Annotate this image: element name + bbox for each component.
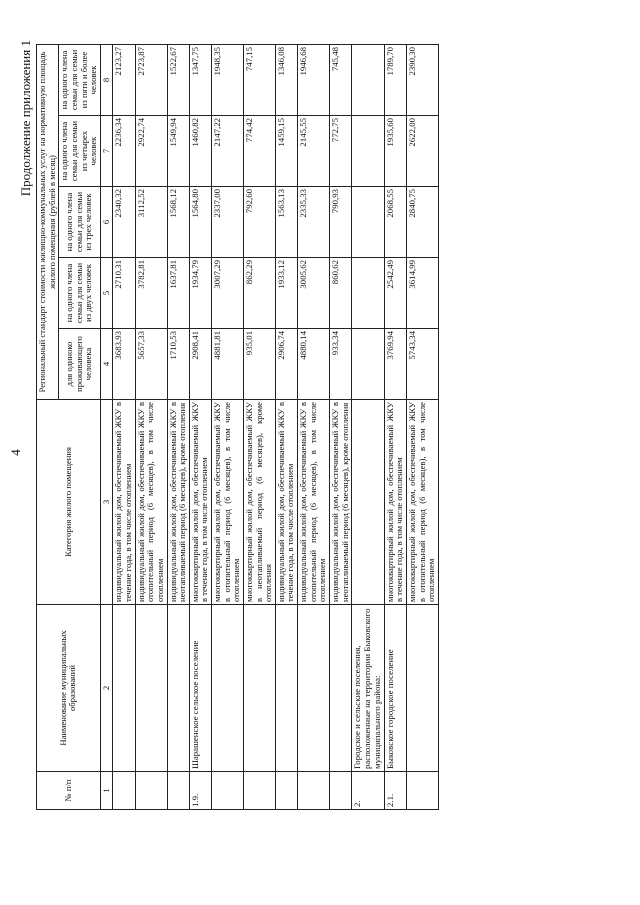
cost-value: 2337,00 (212, 187, 244, 258)
row-number (329, 772, 351, 810)
cost-value: 5657,33 (135, 329, 167, 400)
cost-value: 2542,49 (384, 258, 406, 329)
municipality-name (243, 605, 275, 772)
row-number: 2.1. (384, 772, 406, 810)
header-municipality: Наименование муниципальных образований (37, 605, 101, 772)
cost-value: 4880,14 (298, 329, 330, 400)
cost-value: 2147,22 (212, 116, 244, 187)
cost-value: 2390,30 (406, 44, 438, 115)
cost-value: 3007,29 (212, 258, 244, 329)
header-family-4: на одного члена семьи для семьи из четырех человек (59, 116, 101, 187)
cost-value: 1522,67 (167, 44, 189, 115)
column-number: 3 (100, 400, 113, 605)
cost-value: 933,34 (329, 329, 351, 400)
column-number-row (100, 44, 113, 809)
housing-category: многоквартирный жилой дом, обеспечиваемый ЖКУ в течение года, в том числе отоплением (189, 400, 211, 605)
column-number: 1 (100, 772, 113, 810)
table-row (384, 44, 406, 809)
municipality-name (275, 605, 297, 772)
cost-value: 1935,60 (384, 116, 406, 187)
municipality-name: Городское и сельские поселения, расположенные на территории Быковского муниципального района: (352, 605, 385, 772)
cost-value: 1549,94 (167, 116, 189, 187)
cost-value: 5743,34 (406, 329, 438, 400)
municipality-name (167, 605, 189, 772)
row-number (113, 772, 135, 810)
cost-value: 3782,81 (135, 258, 167, 329)
table-row (406, 44, 438, 809)
cost-value: 1934,79 (189, 258, 211, 329)
cost-value: 1637,81 (167, 258, 189, 329)
column-number: 6 (100, 187, 113, 258)
row-number (406, 772, 438, 810)
header-num: № п/п (37, 772, 101, 810)
table-row (298, 44, 330, 809)
table-row (189, 44, 211, 809)
cost-value: 2335,33 (298, 187, 330, 258)
table-row (352, 44, 385, 809)
cost-value: 792,60 (243, 187, 275, 258)
cost-value: 1948,35 (212, 44, 244, 115)
cost-value: 745,48 (329, 44, 351, 115)
housing-category: индивидуальный жилой дом, обеспечиваемый ЖКУ в течение года, в том числе отоплением (113, 400, 135, 605)
column-number: 4 (100, 329, 113, 400)
page-number: 4 (8, 449, 23, 456)
cost-value: 1564,80 (189, 187, 211, 258)
header-family-3: на одного члена семьи для семьи из трех человек (59, 187, 101, 258)
table-row (167, 44, 189, 809)
housing-category: индивидуальный жилой дом, обеспечиваемый ЖКУ в неотапливаемый период (6 месяцев), кроме отопления (329, 400, 351, 605)
row-number (298, 772, 330, 810)
cost-value: 747,15 (243, 44, 275, 115)
cost-value: 860,62 (329, 258, 351, 329)
housing-category: многоквартирный жилой дом, обеспечиваемый ЖКУ в течение года, в том числе отоплением (384, 400, 406, 605)
table-row (135, 44, 167, 809)
cost-value: 2840,75 (406, 187, 438, 258)
cost-value: 2145,55 (298, 116, 330, 187)
cost-value: 2236,34 (113, 116, 135, 187)
housing-category: индивидуальный жилой дом, обеспечиваемый ЖКУ в отопительный период (6 месяцев), в том числе отоплением (298, 400, 330, 605)
cost-value: 3112,52 (135, 187, 167, 258)
row-number (243, 772, 275, 810)
table-row (275, 44, 297, 809)
cost-value: 2123,27 (113, 44, 135, 115)
table-row (113, 44, 135, 809)
municipality-name (135, 605, 167, 772)
cost-value (352, 116, 385, 187)
cost-value: 2908,41 (189, 329, 211, 400)
cost-value: 2723,87 (135, 44, 167, 115)
cost-value: 1460,82 (189, 116, 211, 187)
cost-value: 3769,94 (384, 329, 406, 400)
municipality-name: Быковское городское поселение (384, 605, 406, 772)
municipality-name: Шарашенское сельское поселение (189, 605, 211, 772)
column-number: 7 (100, 116, 113, 187)
cost-value: 2922,74 (135, 116, 167, 187)
cost-value: 1933,12 (275, 258, 297, 329)
cost-value: 1459,15 (275, 116, 297, 187)
row-number: 1.9. (189, 772, 211, 810)
cost-value (352, 187, 385, 258)
column-number: 8 (100, 44, 113, 115)
cost-value: 1789,70 (384, 44, 406, 115)
housing-category: многоквартирный жилой дом, обеспечиваемый ЖКУ в отопительный период (6 месяцев), в том числе отоплением (212, 400, 244, 605)
cost-value: 1347,75 (189, 44, 211, 115)
cost-value: 862,29 (243, 258, 275, 329)
housing-category: индивидуальный жилой дом, обеспечиваемый ЖКУ в неотапливаемый период (6 месяцев), кроме отопления (167, 400, 189, 605)
continuation-label: Продолжение приложения 1 (18, 40, 33, 197)
cost-value (352, 258, 385, 329)
header-standard: Региональный стандарт стоимости жилищно-коммунальных услуг на нормативную площадь жилого помещения (рублей в месяц) (37, 44, 59, 399)
column-number: 5 (100, 258, 113, 329)
row-number (167, 772, 189, 810)
row-number (275, 772, 297, 810)
cost-value: 935,01 (243, 329, 275, 400)
row-number (212, 772, 244, 810)
housing-category: многоквартирный жилой дом, обеспечиваемый ЖКУ в неотапливаемый период (6 месяцев), кроме отопления (243, 400, 275, 605)
cost-value: 2710,31 (113, 258, 135, 329)
header-family-5: на одного члена семьи для семьи из пяти и более человек (59, 44, 101, 115)
cost-value: 1563,13 (275, 187, 297, 258)
row-number (135, 772, 167, 810)
cost-value: 4881,81 (212, 329, 244, 400)
municipality-name (329, 605, 351, 772)
municipality-name (406, 605, 438, 772)
table-row (212, 44, 244, 809)
header-category: Категория жилого помещения (37, 400, 101, 605)
cost-value (352, 44, 385, 115)
cost-value: 1568,12 (167, 187, 189, 258)
cost-value: 3005,62 (298, 258, 330, 329)
municipality-name (298, 605, 330, 772)
cost-value: 772,75 (329, 116, 351, 187)
housing-category (352, 400, 385, 605)
cost-value: 1710,53 (167, 329, 189, 400)
housing-category: многоквартирный жилой дом, обеспечиваемый ЖКУ в отопительный период (6 месяцев), в том числе отоплением (406, 400, 438, 605)
header-family-2: на одного члена семьи для семьи из двух человек (59, 258, 101, 329)
cost-value: 3683,93 (113, 329, 135, 400)
housing-category: индивидуальный жилой дом, обеспечиваемый ЖКУ в течение года, в том числе отоплением (275, 400, 297, 605)
municipality-name (113, 605, 135, 772)
cost-value: 3614,99 (406, 258, 438, 329)
cost-value: 790,93 (329, 187, 351, 258)
cost-value: 1346,08 (275, 44, 297, 115)
cost-value: 774,42 (243, 116, 275, 187)
table-row (329, 44, 351, 809)
cost-value: 2906,74 (275, 329, 297, 400)
column-number: 2 (100, 605, 113, 772)
housing-category: индивидуальный жилой дом, обеспечиваемый ЖКУ в отопительный период (6 месяцев), в том числе отоплением (135, 400, 167, 605)
header-one-person: для одиноко проживающего человека (59, 329, 101, 400)
municipality-name (212, 605, 244, 772)
cost-value: 1946,68 (298, 44, 330, 115)
row-number: 2. (352, 772, 385, 810)
cost-value (352, 329, 385, 400)
cost-value: 2622,00 (406, 116, 438, 187)
table-row (243, 44, 275, 809)
tariff-table (36, 44, 439, 810)
cost-value: 2340,32 (113, 187, 135, 258)
cost-value: 2068,55 (384, 187, 406, 258)
